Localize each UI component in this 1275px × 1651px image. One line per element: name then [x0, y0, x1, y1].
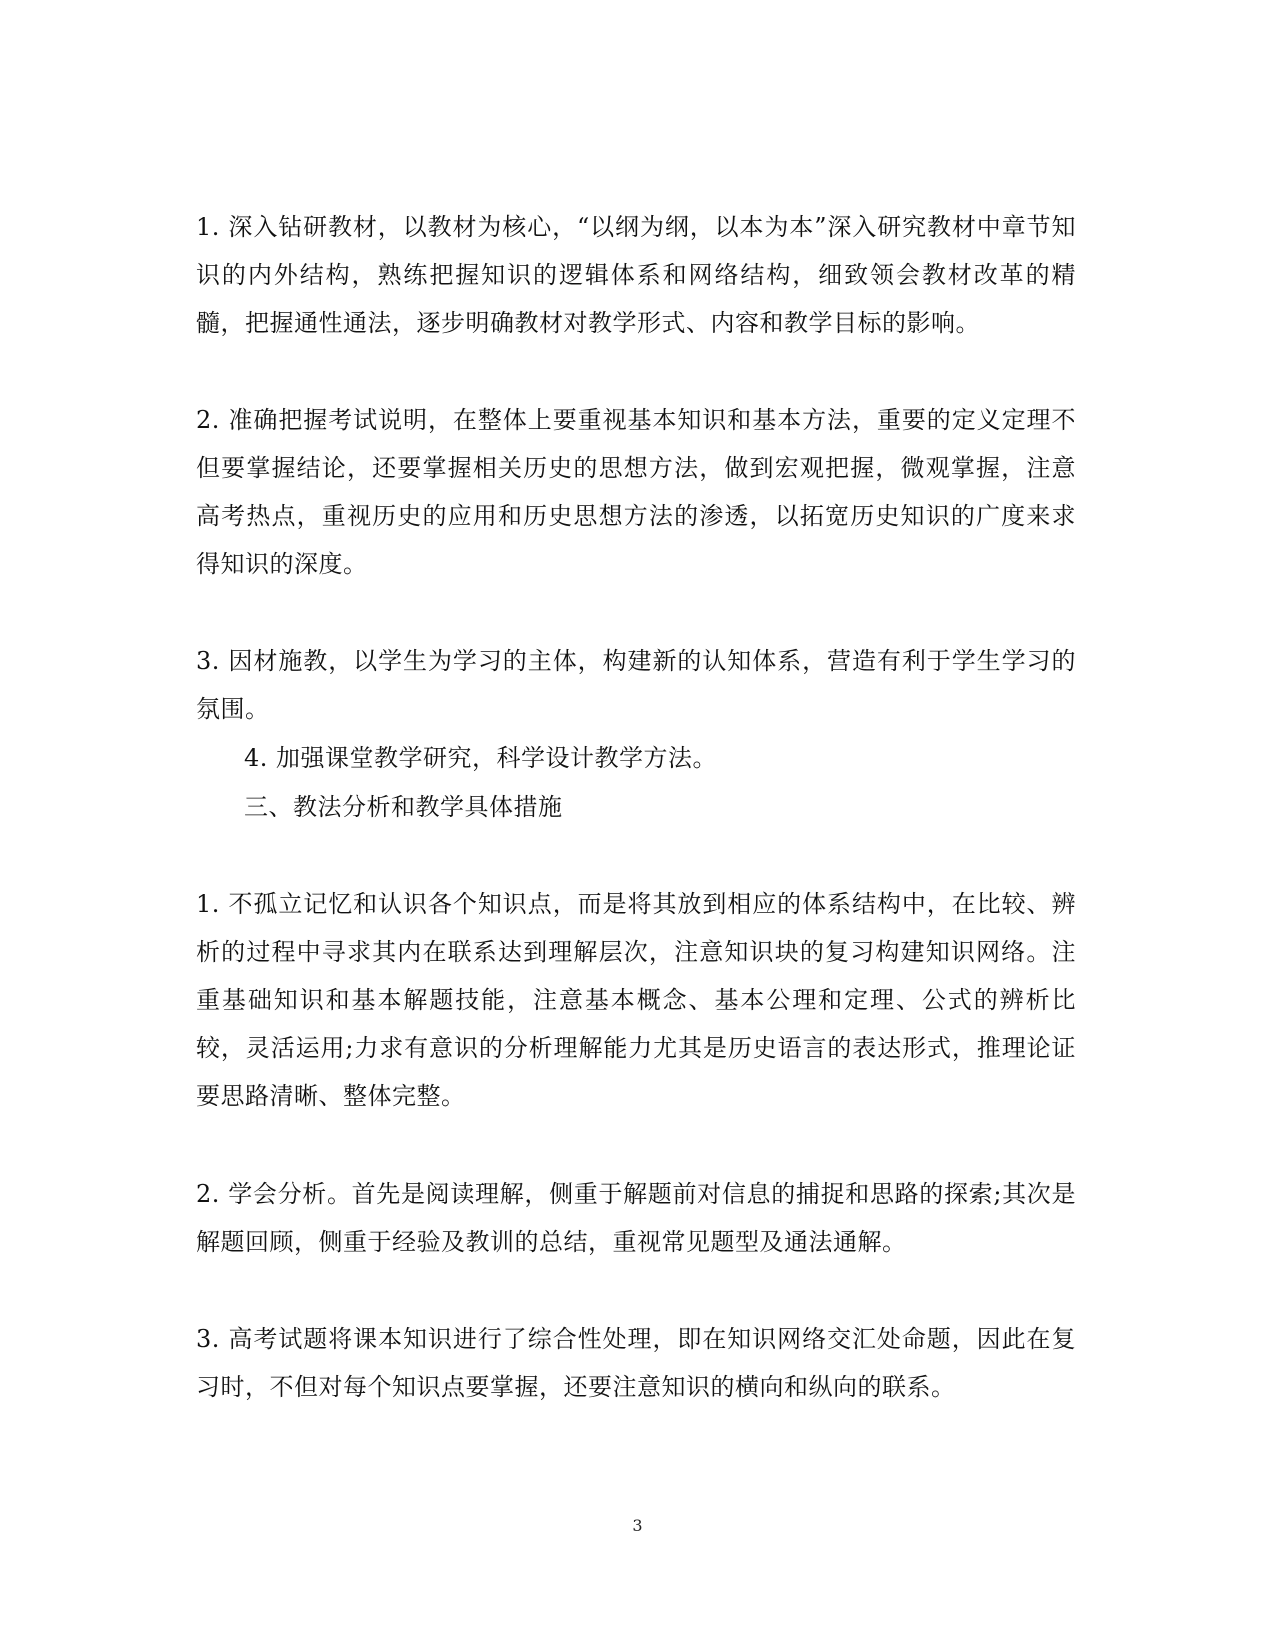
paragraph-study-textbook: 1. 深入钻研教材，以教材为核心，“以纲为纲，以本为本”深入研究教材中章节知识的内外结构，熟练把握知识的逻辑体系和网络结构，细致领会教材改革的精髓，把握通性通法，逐步明确教材对教学形式、内容和教学目标的影响。 — [196, 213, 1076, 337]
page-number: 3 — [632, 1516, 643, 1535]
section-heading-methods: 三、教法分析和教学具体措施 — [244, 793, 563, 821]
paragraph-knowledge-network: 3. 高考试题将课本知识进行了综合性处理，即在知识网络交汇处命题，因此在复习时，不但对每个知识点要掌握，还要注意知识的横向和纵向的联系。 — [196, 1325, 1076, 1401]
paragraph-classroom-research: 4. 加强课堂教学研究，科学设计教学方法。 — [244, 744, 718, 772]
paragraph-exam-guidelines: 2. 准确把握考试说明，在整体上要重视基本知识和基本方法，重要的定义定理不但要掌握结论，还要掌握相关历史的思想方法，做到宏观把握，微观掌握，注意高考热点，重视历史的应用和历史思想方法的渗透，以拓宽历史知识的广度来求得知识的深度。 — [196, 406, 1076, 578]
paragraph-teach-by-aptitude: 3. 因材施教，以学生为学习的主体，构建新的认知体系，营造有利于学生学习的氛围。 — [196, 647, 1076, 723]
paragraph-learn-analysis: 2. 学会分析。首先是阅读理解，侧重于解题前对信息的捕捉和思路的探索;其次是解题回顾，侧重于经验及教训的总结，重视常见题型及通法通解。 — [196, 1180, 1076, 1256]
paragraph-knowledge-system: 1. 不孤立记忆和认识各个知识点，而是将其放到相应的体系结构中，在比较、辨析的过程中寻求其内在联系达到理解层次，注意知识块的复习构建知识网络。注重基础知识和基本解题技能，注意基本概念、基本公理和定理、公式的辨析比较，灵活运用;力求有意识的分析理解能力尤其是历史语言的表达形式，推理论证要思路清晰、整体完整。 — [196, 890, 1076, 1110]
